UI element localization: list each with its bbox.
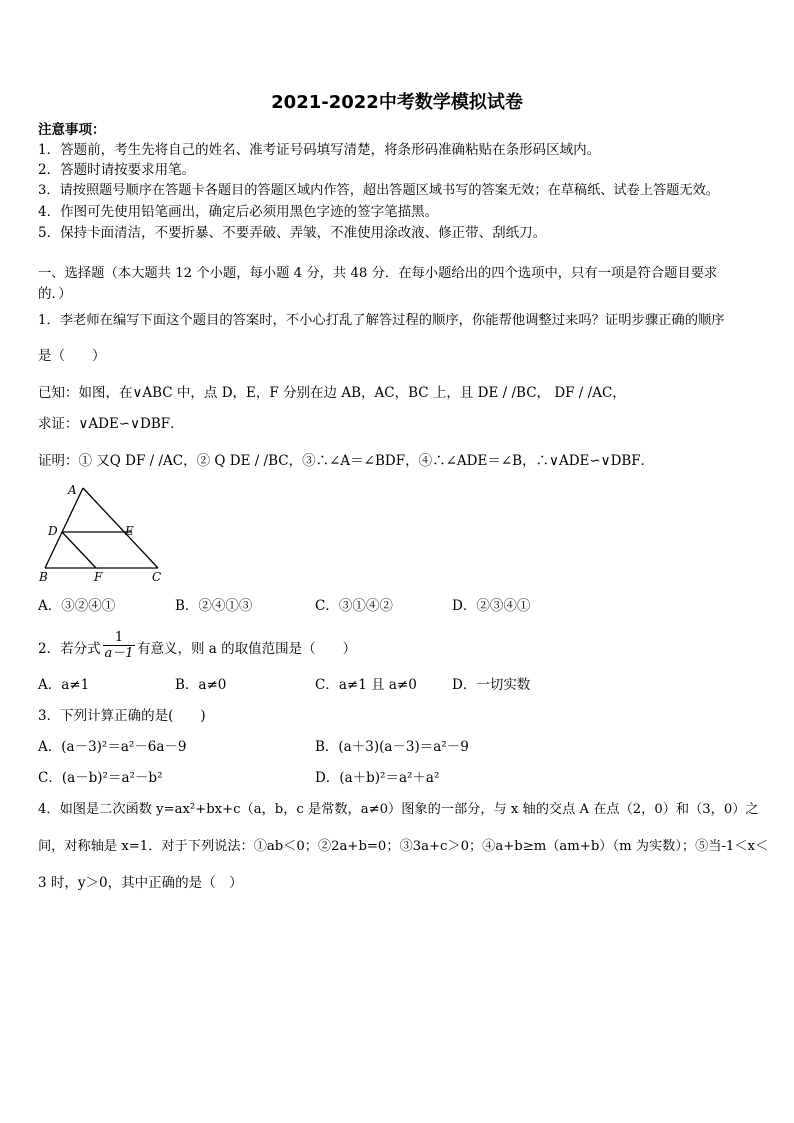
q1-option-d: D．②③④① [452, 598, 531, 614]
q2-suffix: 有意义，则 a 的取值范围是（ ） [137, 641, 357, 657]
q1-stem-line2: 是（ ） [38, 348, 106, 364]
q1-proof: 证明：① 又Q DF / /AC，② Q DE / /BC，③∴∠A＝∠BDF，④∴∠ADE＝∠B，∴∨ADE∽∨DBF． [38, 453, 655, 469]
q3-option-d: D．(a＋b)²＝a²＋a² [315, 770, 440, 786]
q2-option-c: C．a≠1 且 a≠0 [315, 677, 417, 693]
notice-heading: 注意事项： [38, 122, 106, 138]
q4-stem-line3: 3 时，y＞0，其中正确的是（ ） [38, 875, 243, 891]
notice-item-4: 4．作图可先使用铅笔画出，确定后必须用黑色字迹的签字笔描黑。 [38, 204, 439, 220]
q2-numerator: 1 [114, 630, 124, 645]
q1-stem-line1: 1．李老师在编写下面这个题目的答案时，不小心打乱了解答过程的顺序，你能帮他调整过来吗？证明步骤正确的顺序 [38, 313, 725, 328]
q1-given: 已知：如图，在∨ABC 中，点 D，E，F 分别在边 AB，AC，BC 上，且 DE / /BC， DF / /AC， [38, 385, 626, 401]
q4-stem-line2: 间，对称轴是 x=1．对于下列说法：①ab＜0；②2a+b=0；③3a+c＞0；④a+b≥m（am+b）（m 为实数）；⑤当-1＜x＜ [38, 839, 769, 854]
q2-option-b: B．a≠0 [175, 677, 227, 693]
q1-option-b: B．②④①③ [175, 598, 253, 614]
q2-prefix: 2．若分式 [38, 641, 101, 657]
q3-option-b: B．(a＋3)(a－3)＝a²－9 [315, 739, 469, 755]
label-f: F [94, 570, 103, 584]
q1-option-a: A．③②④① [38, 598, 116, 614]
label-a: A [68, 483, 77, 497]
section-heading-line1: 一、选择题（本大题共 12 个小题，每小题 4 分，共 48 分．在每小题给出的四个选项中，只有一项是符合题目要求 [38, 266, 718, 281]
q3-stem: 3．下列计算正确的是( ) [38, 708, 206, 724]
q2-option-d: D．一切实数 [452, 677, 531, 693]
q2-denominator: a－1 [104, 646, 134, 661]
label-d: D [48, 524, 58, 538]
notice-item-5: 5．保持卡面清洁，不要折暴、不要弄破、弄皱，不准使用涂改液、修正带、刮纸刀。 [38, 225, 547, 241]
notice-item-1: 1．答题前，考生先将自己的姓名、准考证号码填写清楚，将条形码准确粘贴在条形码区域内。 [38, 142, 601, 158]
notice-item-2: 2．答题时请按要求用笔。 [38, 162, 196, 178]
q1-prove: 求证：∨ADE∽∨DBF． [38, 416, 184, 432]
q3-option-a: A．(a－3)²＝a²－6a－9 [38, 739, 187, 755]
label-b: B [39, 570, 48, 584]
q4-stem-line1: 4．如图是二次函数 y=ax²+bx+c（a，b，c 是常数，a≠0）图象的一部分，与 x 轴的交点 A 在点（2，0）和（3，0）之 [38, 802, 759, 817]
notice-item-3: 3．请按照题号顺序在答题卡各题目的答题区域内作答，超出答题区域书写的答案无效；在草稿纸、试卷上答题无效。 [38, 183, 719, 198]
triangle-figure [36, 480, 176, 586]
q2-option-a: A．a≠1 [38, 677, 90, 693]
q1-option-c: C．③①④② [315, 598, 393, 614]
section-heading-line2: 的．） [38, 286, 72, 302]
page-title: 2021-2022中考数学模拟试卷 [271, 92, 523, 113]
q3-option-c: C．(a－b)²＝a²－b² [38, 770, 163, 786]
label-e: E [125, 524, 134, 538]
label-c: C [152, 570, 162, 584]
q2-fraction [103, 630, 135, 662]
